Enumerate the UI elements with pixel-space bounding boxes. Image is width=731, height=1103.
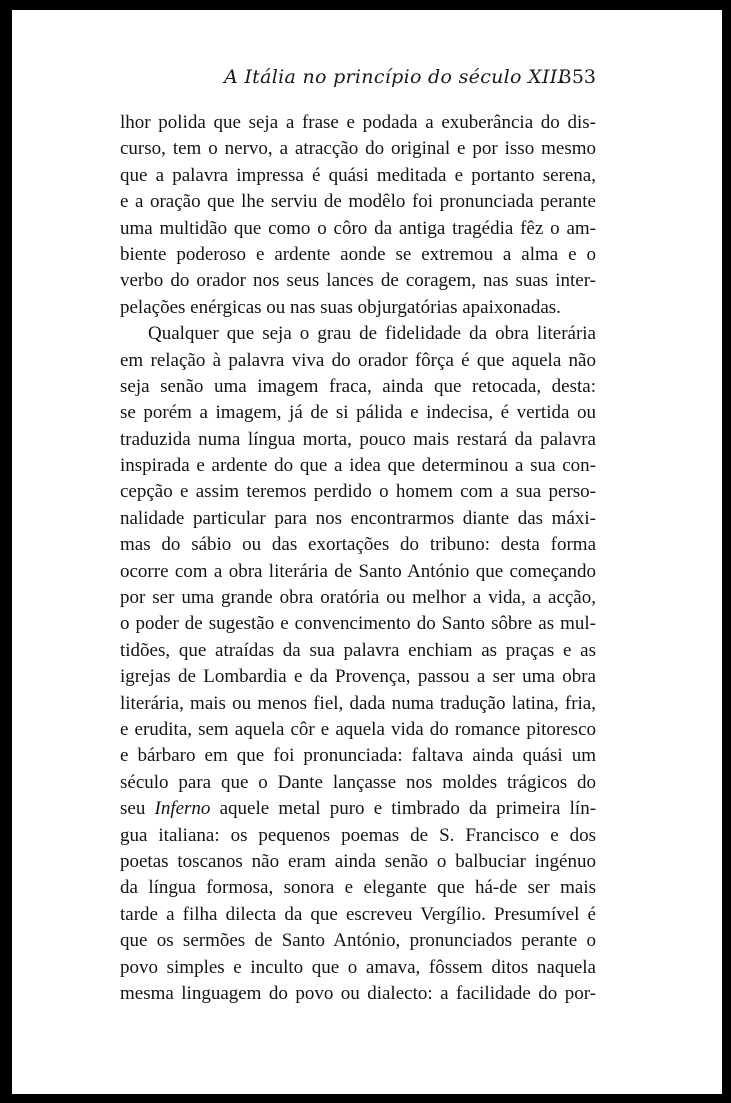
text-line: igrejas de Lombardia e da Provença, passou a ser uma obra (120, 666, 596, 688)
text-line: século para que o Dante lançasse nos moldes trágicos do (120, 771, 596, 793)
scan-border-top (0, 0, 731, 10)
scan-border-bottom (0, 1094, 731, 1103)
text-line: e bárbaro em que foi pronunciada: faltava ainda quási um (120, 745, 596, 767)
text-line: e erudita, sem aquela côr e aquela vida do romance pitoresco (120, 718, 596, 740)
text-line: povo simples e inculto que o amava, fôssem ditos naquela (120, 956, 596, 978)
line-remainder: aquele metal puro e timbrado da primeira lín- (219, 798, 597, 820)
text-line: biente poderoso e ardente aonde se extremou a alma e o (120, 243, 596, 265)
scan-border-left (0, 0, 12, 1103)
text-line: gua italiana: os pequenos poemas de S. Francisco e dos (120, 824, 596, 846)
text-line: o poder de sugestão e convencimento do Santo sôbre as mul- (120, 613, 596, 635)
text-line: nalidade particular para nos encontrarmos diante das máxi- (120, 507, 596, 529)
text-line: tarde a filha dilecta da que escreveu Vergílio. Presumível é (120, 903, 596, 925)
text-line: que a palavra impressa é quási meditada e portanto serena, (120, 164, 596, 186)
text-line: mas do sábio ou das exortações do tribuno: desta forma (120, 534, 596, 556)
text-line: cepção e assim teremos perdido o homem com a sua perso- (120, 481, 596, 503)
text-line: verbo do orador nos seus lances de coragem, nas suas inter- (120, 270, 596, 292)
text-line: seja senão uma imagem fraca, ainda que retocada, desta: (120, 375, 596, 397)
text-line: da língua formosa, sonora e elegante que há-de ser mais (120, 877, 596, 899)
page-header (120, 66, 596, 96)
work-title-inferno: Inferno (154, 798, 211, 820)
paragraph-start-line: Qualquer que seja o grau de fidelidade da obra literária (148, 323, 596, 345)
text-line: inspirada e ardente do que a idea que determinou a sua con- (120, 455, 596, 477)
text-line: poetas toscanos não eram ainda senão o balbuciar ingénuo (120, 850, 596, 872)
text-line: que os sermões de Santo António, pronunciados perante o (120, 930, 596, 952)
text-line: curso, tem o nervo, a atracção do original e por isso mesmo (120, 138, 596, 160)
text-line: mesma linguagem do povo ou dialecto: a facilidade do por- (120, 982, 596, 1004)
text-line: literária, mais ou menos fiel, dada numa tradução latina, fria, (120, 692, 596, 714)
paragraph-end-line: pelações enérgicas ou nas suas objurgatórias apaixonadas. (120, 296, 561, 318)
text-line: por ser uma grande obra oratória ou melhor a vida, a acção, (120, 587, 596, 609)
page-number: 353 (559, 66, 596, 88)
scan-border-right (722, 0, 731, 1103)
text-line: e a oração que lhe serviu de modêlo foi pronunciada perante (120, 191, 596, 213)
text-line: ocorre com a obra literária de Santo António que começando (120, 560, 596, 582)
text-line: em relação à palavra viva do orador fôrça é que aquela não (120, 349, 596, 371)
text-line-with-title (120, 796, 596, 822)
line-prefix: seu (120, 798, 146, 820)
text-line: tidões, que atraídas da sua palavra enchiam as praças e as (120, 639, 596, 661)
body-text (120, 110, 596, 1007)
text-line: lhor polida que seja a frase e podada a exuberância do dis- (120, 112, 596, 133)
text-line: uma multidão que como o côro da antiga tragédia fêz o am- (120, 217, 596, 239)
text-line: se porém a imagem, já de si pálida e indecisa, é vertida ou (120, 402, 596, 424)
text-line: traduzida numa língua morta, pouco mais restará da palavra (120, 428, 596, 450)
running-title: A Itália no princípio do século XIII (224, 66, 566, 88)
